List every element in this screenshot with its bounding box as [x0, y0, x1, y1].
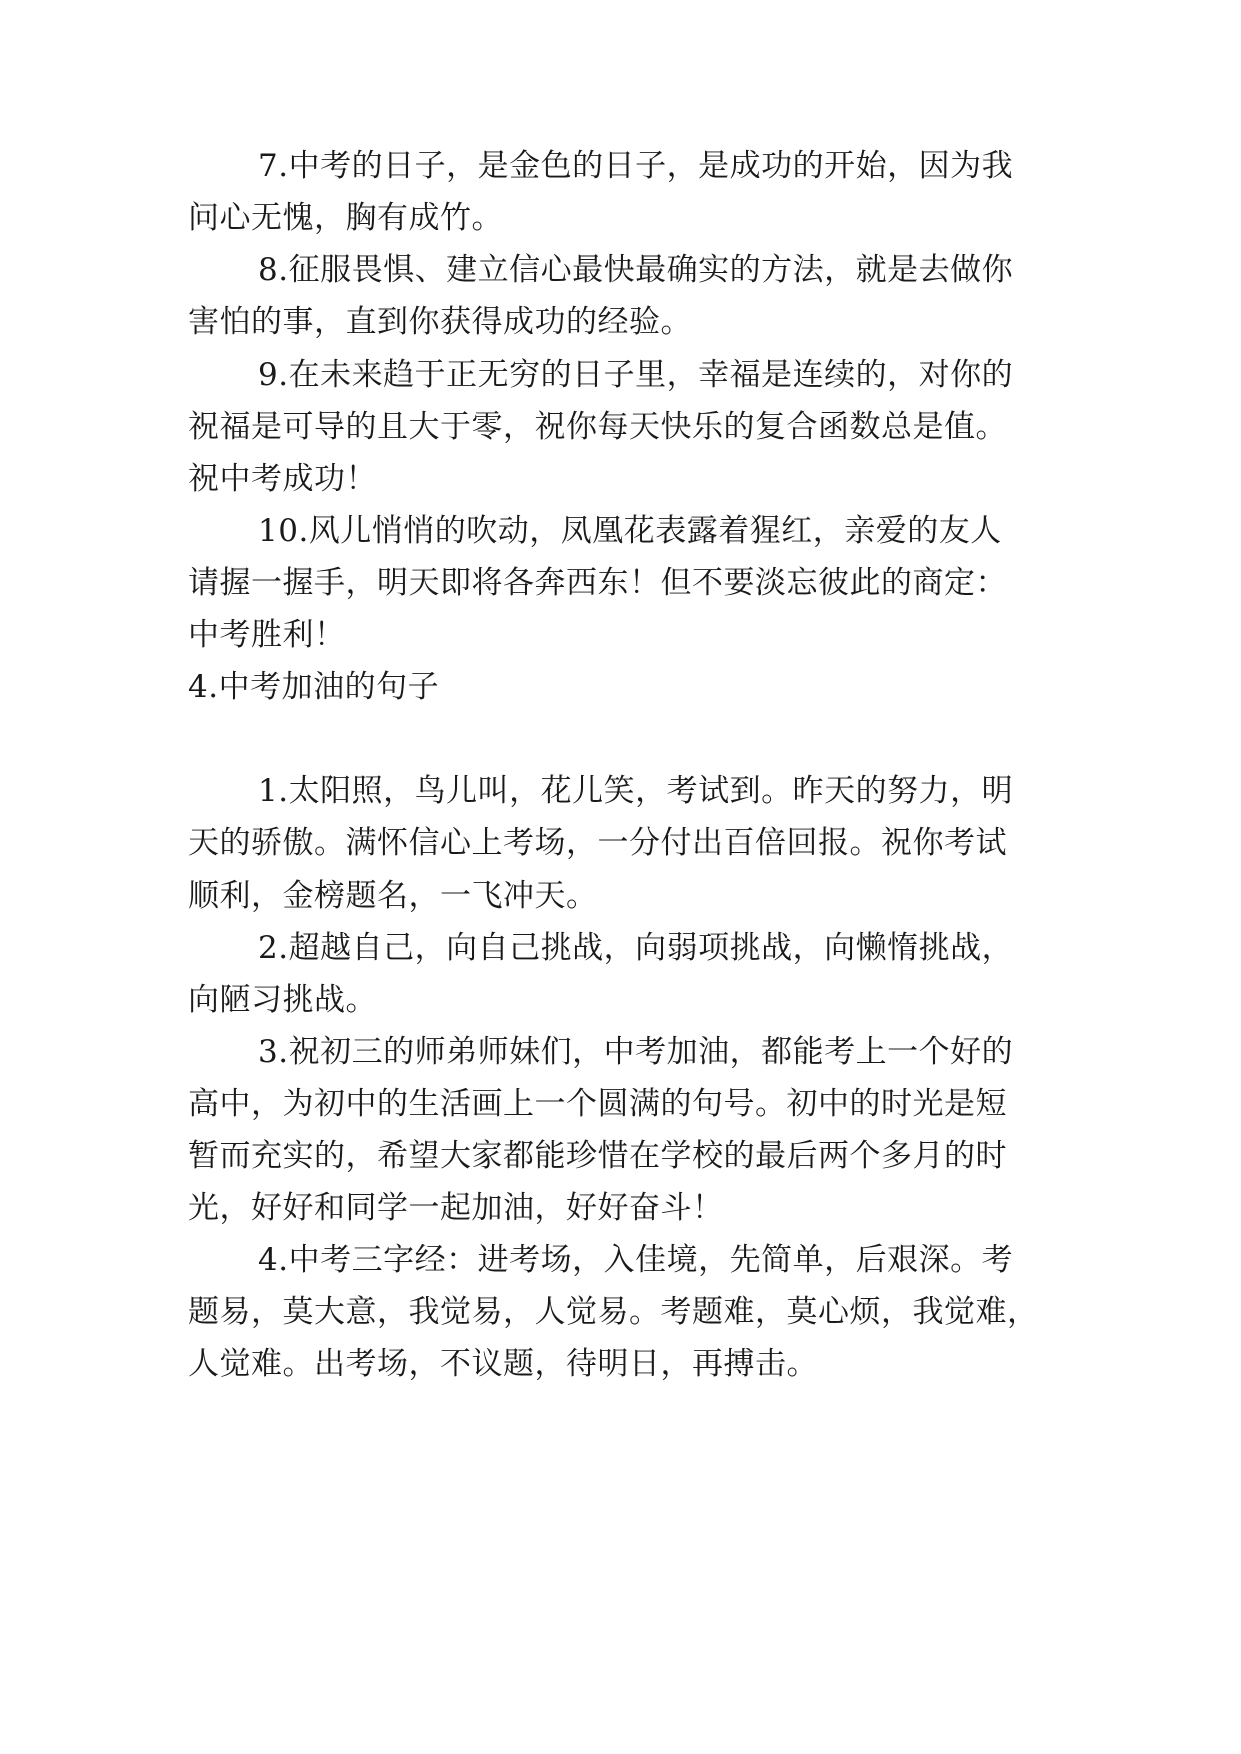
text-line-14: 顺利，金榜题名，一飞冲天。 [188, 878, 598, 914]
text-line-8: 10.风儿悄悄的吹动，凤凰花表露着猩红，亲爱的友人 [258, 513, 1002, 549]
text-line-17: 3.祝初三的师弟师妹们，中考加油，都能考上一个好的 [258, 1034, 1014, 1070]
text-line-21: 4.中考三字经：进考场，入佳境，先简单，后艰深。考 [258, 1242, 1014, 1278]
text-line-13: 天的骄傲。满怀信心上考场，一分付出百倍回报。祝你考试 [188, 825, 1007, 861]
text-line-5: 9.在未来趋于正无穷的日子里，幸福是连续的，对你的 [258, 357, 1014, 393]
text-line-2: 问心无愧，胸有成竹。 [188, 200, 503, 236]
text-line-3: 8.征服畏惧、建立信心最快最确实的方法，就是去做你 [258, 252, 1014, 288]
text-line-22: 题易，莫大意，我觉易，人觉易。考题难，莫心烦，我觉难， [188, 1294, 1039, 1330]
text-line-16: 向陋习挑战。 [188, 982, 377, 1018]
text-line-19: 暂而充实的，希望大家都能珍惜在学校的最后两个多月的时 [188, 1138, 1007, 1174]
text-line-18: 高中，为初中的生活画上一个圆满的句号。初中的时光是短 [188, 1086, 1007, 1122]
text-line-23: 人觉难。出考场，不议题，待明日，再搏击。 [188, 1346, 818, 1382]
text-line-9: 请握一握手，明天即将各奔西东！但不要淡忘彼此的商定： [188, 565, 1007, 601]
text-line-20: 光，好好和同学一起加油，好好奋斗！ [188, 1190, 724, 1226]
section-heading: 4.中考加油的句子 [188, 669, 440, 705]
text-line-12: 1.太阳照，鸟儿叫，花儿笑，考试到。昨天的努力，明 [258, 773, 1014, 809]
text-line-1: 7.中考的日子，是金色的日子，是成功的开始，因为我 [258, 148, 1014, 184]
text-line-6: 祝福是可导的且大于零，祝你每天快乐的复合函数总是值。 [188, 409, 1007, 445]
text-line-10: 中考胜利！ [188, 617, 346, 653]
text-line-4: 害怕的事，直到你获得成功的经验。 [188, 304, 692, 340]
text-line-7: 祝中考成功！ [188, 461, 377, 497]
text-line-15: 2.超越自己，向自己挑战，向弱项挑战，向懒惰挑战， [258, 930, 1014, 966]
